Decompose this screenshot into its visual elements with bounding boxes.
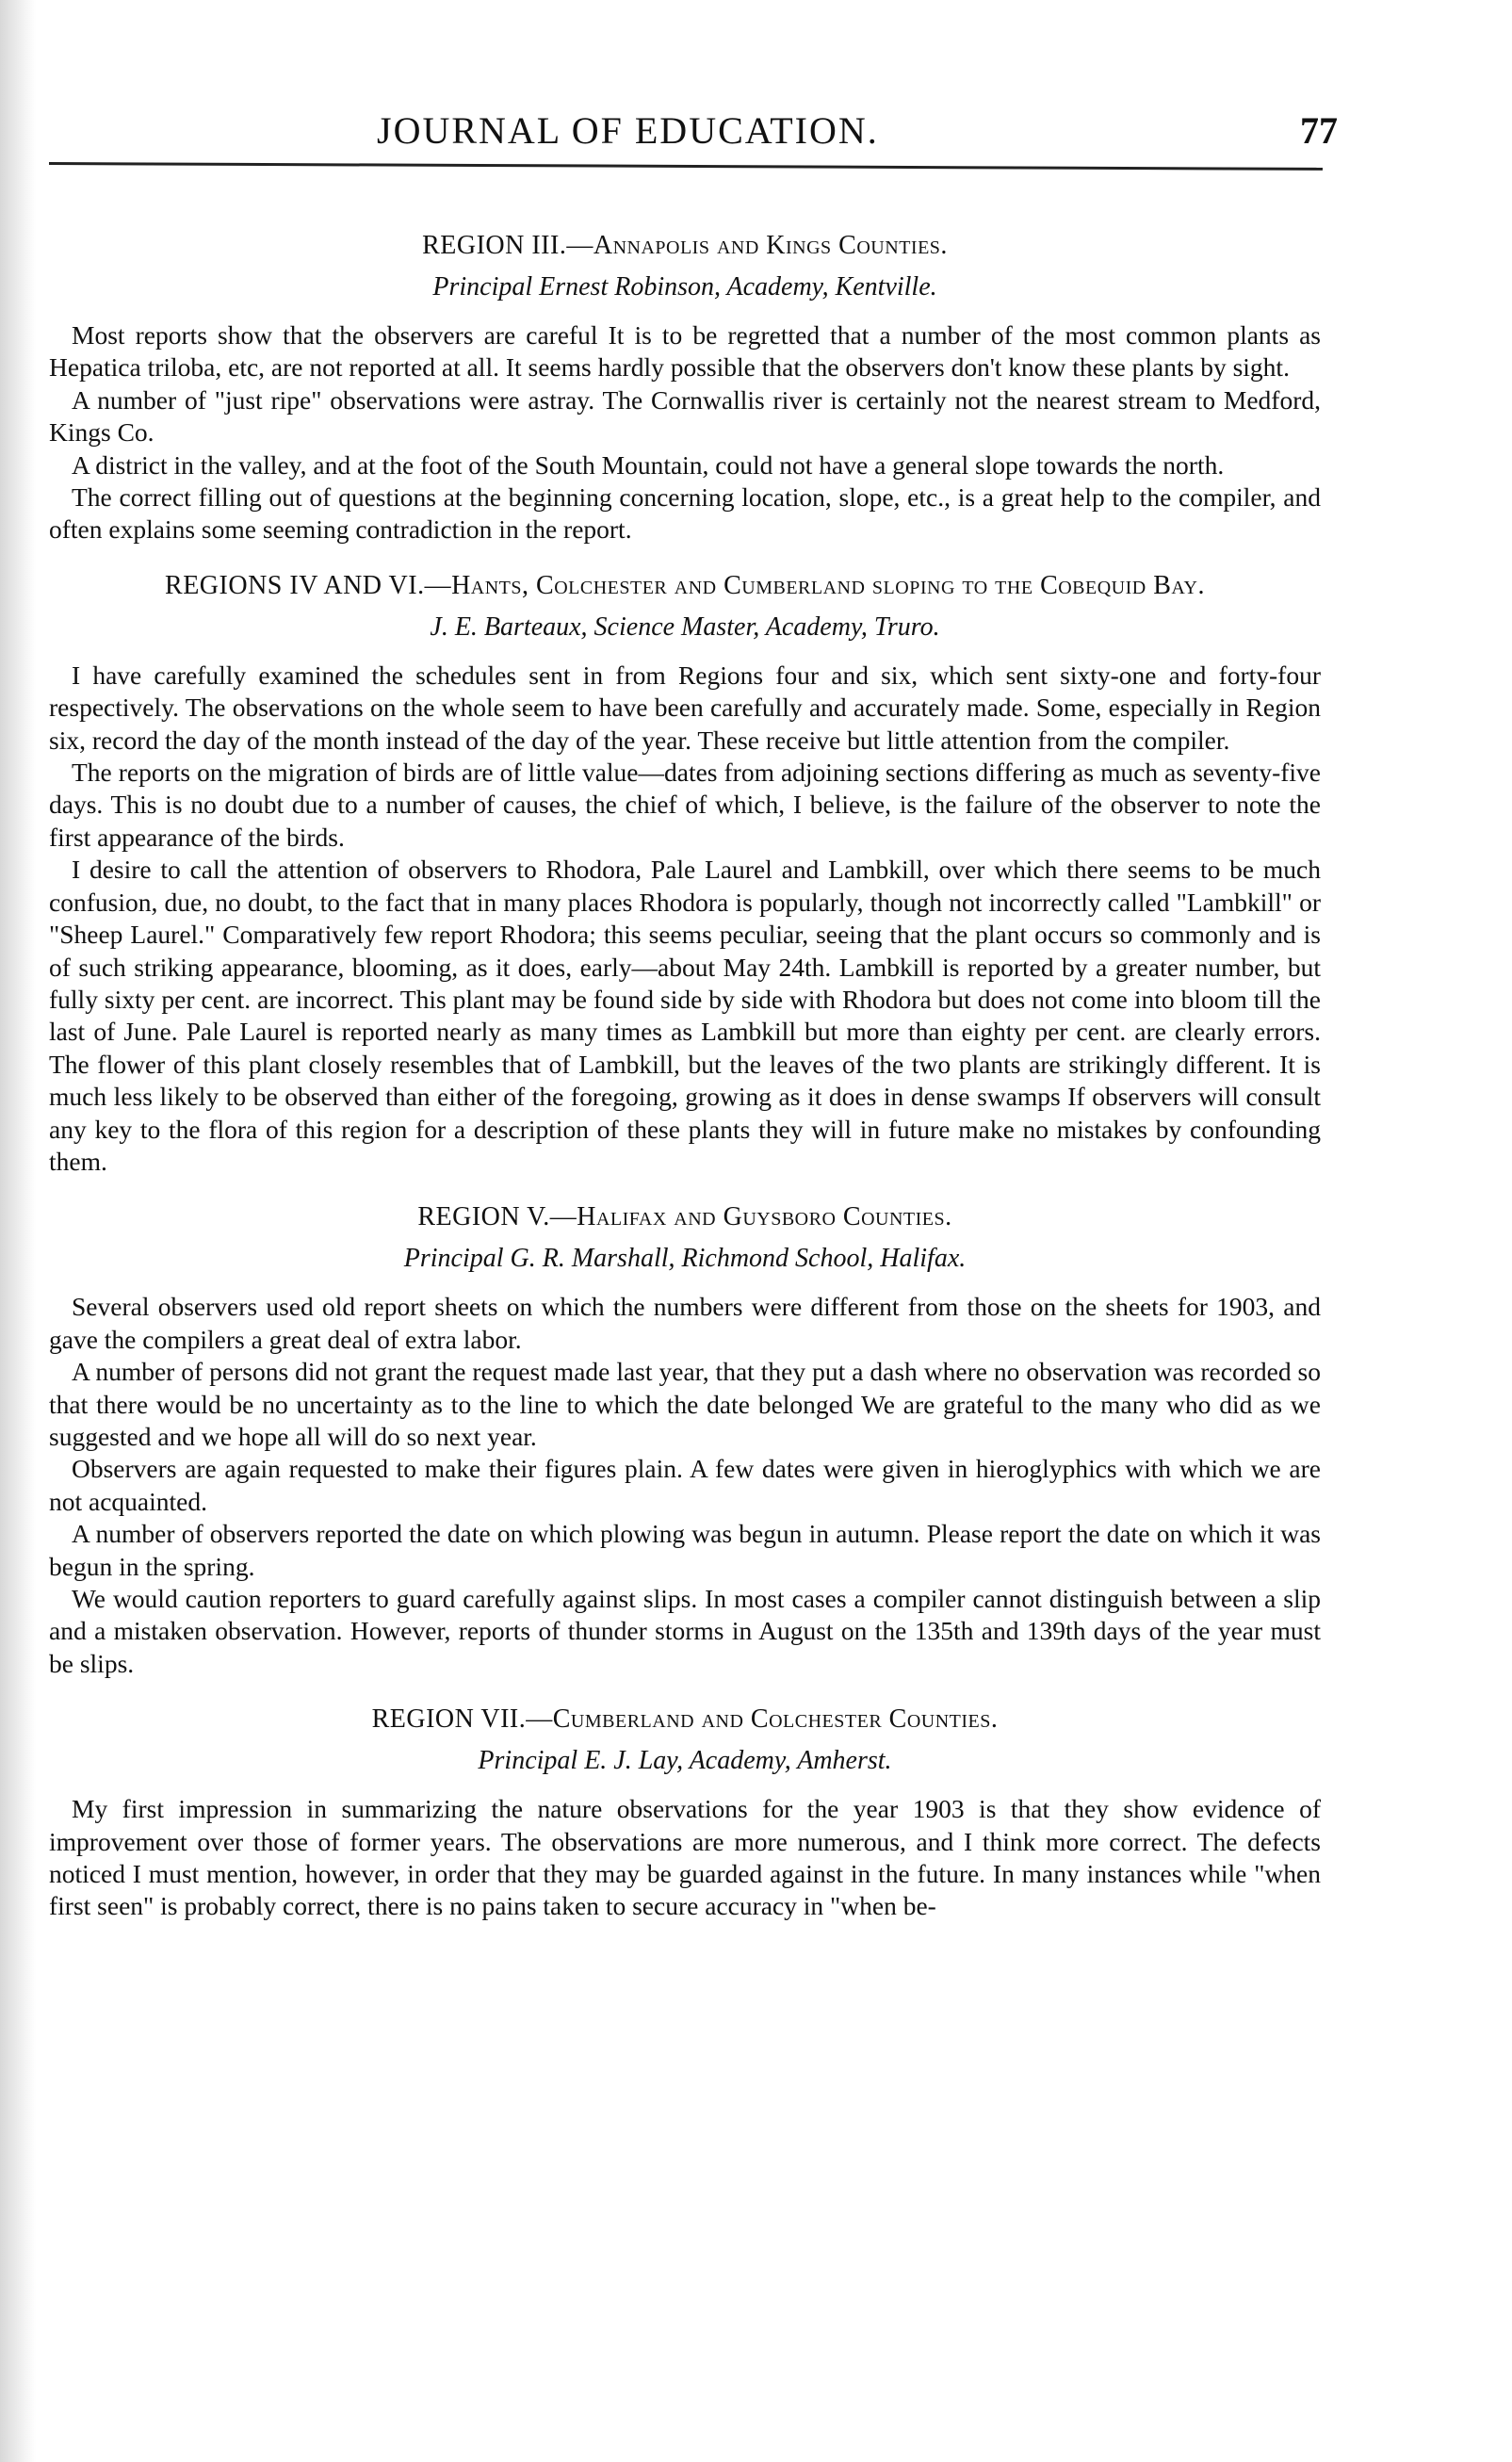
section-heading: [49, 1704, 1321, 1735]
region-area: Halifax and Guysboro Counties.: [577, 1202, 952, 1232]
section-heading: [49, 1202, 1321, 1232]
section-region-iii: [49, 231, 1321, 546]
paragraph: The correct filling out of questions at the beginning concerning location, slope, etc., is a great help to the compiler, and often explains some seeming contradiction in the report.: [49, 482, 1321, 545]
paragraph: A district in the valley, and at the foot of the South Mountain, could not have a general slope towards the north.: [72, 449, 1225, 480]
page-header: [377, 108, 1338, 165]
paragraph: A number of persons did not grant the request made last year, that they put a dash where no observation was recorded so that there would be no uncertainty as to the line to which the date belonged We are grateful to the many who did as we suggested and we hope all will do so next year.: [49, 1357, 1321, 1451]
page-number: 77: [1300, 109, 1338, 152]
section-heading: [49, 231, 1321, 261]
region-label: REGIONS IV AND VI.—: [165, 570, 452, 600]
section-author: Principal Ernest Robinson, Academy, Kentville.: [432, 272, 937, 302]
paragraph: Several observers used old report sheets on which the numbers were different from those on the sheets for 1903, and gave the compilers a great deal of extra labor.: [49, 1292, 1321, 1354]
paragraph: I have carefully examined the schedules sent in from Regions four and six, which sent sixty-one and forty-four respectively. The observations on the whole seem to have been carefully and accurately made. Some, especially in Region six, record the day of the month instead of the day of the year. These receive but little attention from the compiler.: [49, 660, 1321, 755]
paragraph: I desire to call the attention of observers to Rhodora, Pale Laurel and Lambkill, over which there seems to be much confusion, due, no doubt, to the fact that in many places Rhodora is popularly, though not incorrectly called "Lambkill" or "Sheep Laurel." Comparatively few report Rhodora; this seems peculiar, seeing that the plant occurs so commonly and is of such striking appearance, blooming, as it does, early—about May 24th. Lambkill is reported by a greater number, but fully sixty per cent. are incorrect. This plant may be found side by side with Rhodora but does not come into bloom till the last of June. Pale Laurel is reported nearly as many times as Lambkill but more than eighty per cent. are clearly errors. The flower of this plant closely resembles that of Lambkill, but the leaves of the two plants are strikingly different. It is much less likely to be observed than either of the foregoing, growing as it does in dense swamps If observers will consult any key to the flora of this region for a description of these plants they will in future make no mistakes by confounding them.: [49, 855, 1321, 1176]
region-area: Cumberland and Colchester Counties.: [552, 1704, 999, 1735]
region-label: REGION VII.—: [371, 1704, 553, 1735]
page-content: [49, 231, 1321, 1948]
region-area: Annapolis and Kings Counties.: [593, 231, 948, 260]
journal-title: JOURNAL OF EDUCATION.: [377, 109, 879, 152]
paragraph: A number of "just ripe" observations were astray. The Cornwallis river is certainly not the nearest stream to Medford, Kings Co.: [49, 384, 1321, 448]
region-label: REGION III.—: [422, 231, 593, 260]
paragraph: Most reports show that the observers are careful It is to be regretted that a number of the most common plants as Hepatica triloba, etc, are not reported at all. It seems hardly possible that the observers don't know these plants by sight.: [49, 320, 1321, 383]
paragraph: A number of observers reported the date on which plowing was begun in autumn. Please report the date on which it was begun in the spring.: [49, 1519, 1321, 1581]
region-label: REGION V.—: [417, 1202, 577, 1232]
page-edge: [0, 0, 36, 2462]
section-regions-iv-vi: [49, 571, 1321, 1179]
section-author: Principal E. J. Lay, Academy, Amherst.: [478, 1746, 892, 1776]
section-heading: [49, 571, 1321, 601]
region-area: Hants, Colchester and Cumberland sloping to the Cobequid Bay.: [451, 570, 1205, 600]
paragraph: Observers are again requested to make their figures plain. A few dates were given in hieroglyphics with which we are not acquainted.: [49, 1454, 1321, 1516]
paragraph: My first impression in summarizing the nature observations for the year 1903 is that they show evidence of improvement over those of former years. The observations are more numerous, and I think more correct. The defects noticed I must mention, however, in order that they may be guarded against in the future. In many instances while "when first seen" is probably correct, there is no pains taken to secure accuracy in "when be-: [49, 1794, 1321, 1921]
paragraph: We would caution reporters to guard carefully against slips. In most cases a compiler cannot distinguish between a slip and a mistaken observation. However, reports of thunder storms in August on the 135th and 139th days of the year must be slips.: [49, 1584, 1321, 1678]
section-author: Principal G. R. Marshall, Richmond School, Halifax.: [403, 1244, 967, 1274]
section-region-v: [49, 1202, 1321, 1680]
section-author: J. E. Barteaux, Science Master, Academy, Truro.: [430, 611, 940, 642]
section-region-vii: [49, 1704, 1321, 1923]
paragraph: The reports on the migration of birds are of little value—dates from adjoining sections differing as much as seventy-five days. This is no doubt due to a number of causes, the chief of which, I believe, is the failure of the observer to note the first appearance of the birds.: [49, 758, 1321, 852]
